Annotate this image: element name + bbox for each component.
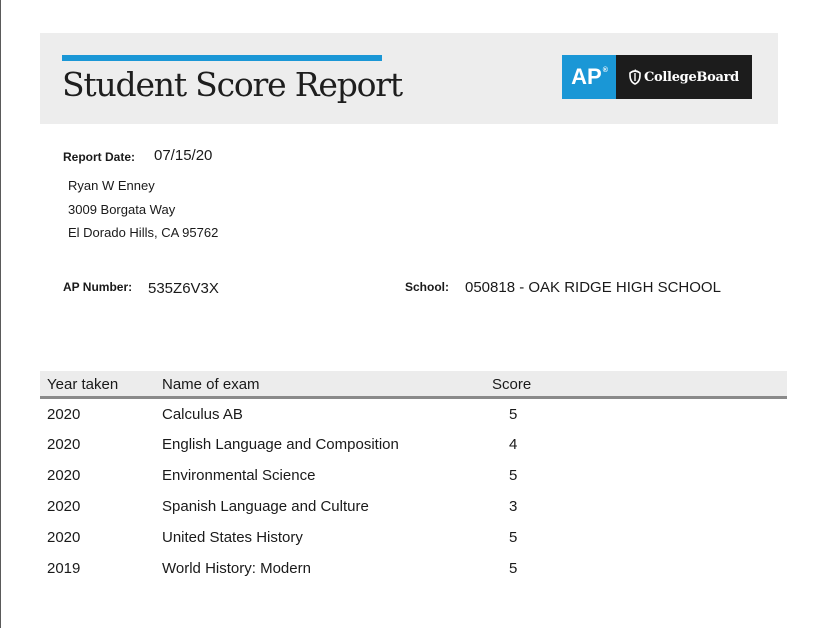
year-cell: 2020 bbox=[47, 406, 81, 423]
student-name: Ryan W Enney bbox=[68, 178, 155, 193]
score-cell: 5 bbox=[509, 529, 518, 546]
score-cell: 5 bbox=[509, 560, 518, 577]
score-cell: 4 bbox=[509, 436, 518, 453]
ap-number-value: 535Z6V3X bbox=[148, 280, 219, 297]
table-row bbox=[40, 433, 787, 457]
ap-logo bbox=[562, 55, 616, 99]
column-header-year: Year taken bbox=[47, 376, 119, 393]
year-cell: 2020 bbox=[47, 498, 81, 515]
page-edge bbox=[0, 0, 1, 628]
acorn-icon bbox=[628, 69, 642, 85]
report-header bbox=[40, 33, 778, 124]
score-cell: 3 bbox=[509, 498, 518, 515]
score-cell: 5 bbox=[509, 406, 518, 423]
exam-cell: World History: Modern bbox=[162, 560, 311, 577]
collegeboard-logo bbox=[616, 55, 752, 99]
exam-cell: Environmental Science bbox=[162, 467, 316, 484]
page-title: Student Score Report bbox=[62, 65, 402, 104]
year-cell: 2019 bbox=[47, 560, 81, 577]
student-city-line: El Dorado Hills, CA 95762 bbox=[68, 225, 219, 240]
score-cell: 5 bbox=[509, 467, 518, 484]
ap-collegeboard-logo bbox=[562, 55, 752, 99]
scores-table-header bbox=[40, 371, 787, 399]
report-date-label: Report Date: bbox=[63, 150, 136, 164]
exam-cell: United States History bbox=[162, 529, 303, 546]
year-cell: 2020 bbox=[47, 436, 81, 453]
table-row bbox=[40, 557, 787, 581]
column-header-score: Score bbox=[492, 376, 532, 393]
exam-cell: Calculus AB bbox=[162, 406, 243, 423]
registered-mark: ® bbox=[602, 66, 608, 74]
exam-cell: Spanish Language and Culture bbox=[162, 498, 369, 515]
exam-cell: English Language and Composition bbox=[162, 436, 399, 453]
table-row bbox=[40, 495, 787, 519]
school-value: 050818 - OAK RIDGE HIGH SCHOOL bbox=[465, 279, 721, 296]
ap-logo-text: AP bbox=[571, 64, 602, 89]
column-header-exam: Name of exam bbox=[162, 376, 260, 393]
school-label: School: bbox=[405, 280, 449, 294]
year-cell: 2020 bbox=[47, 467, 81, 484]
table-row bbox=[40, 526, 787, 550]
table-row bbox=[40, 464, 787, 488]
report-date-value: 07/15/20 bbox=[154, 147, 213, 164]
table-row bbox=[40, 403, 787, 427]
ap-number-label: AP Number: bbox=[63, 280, 133, 294]
collegeboard-logo-text: CollegeBoard bbox=[644, 69, 739, 85]
year-cell: 2020 bbox=[47, 529, 81, 546]
student-street: 3009 Borgata Way bbox=[68, 202, 176, 217]
title-accent-rule bbox=[62, 55, 382, 61]
